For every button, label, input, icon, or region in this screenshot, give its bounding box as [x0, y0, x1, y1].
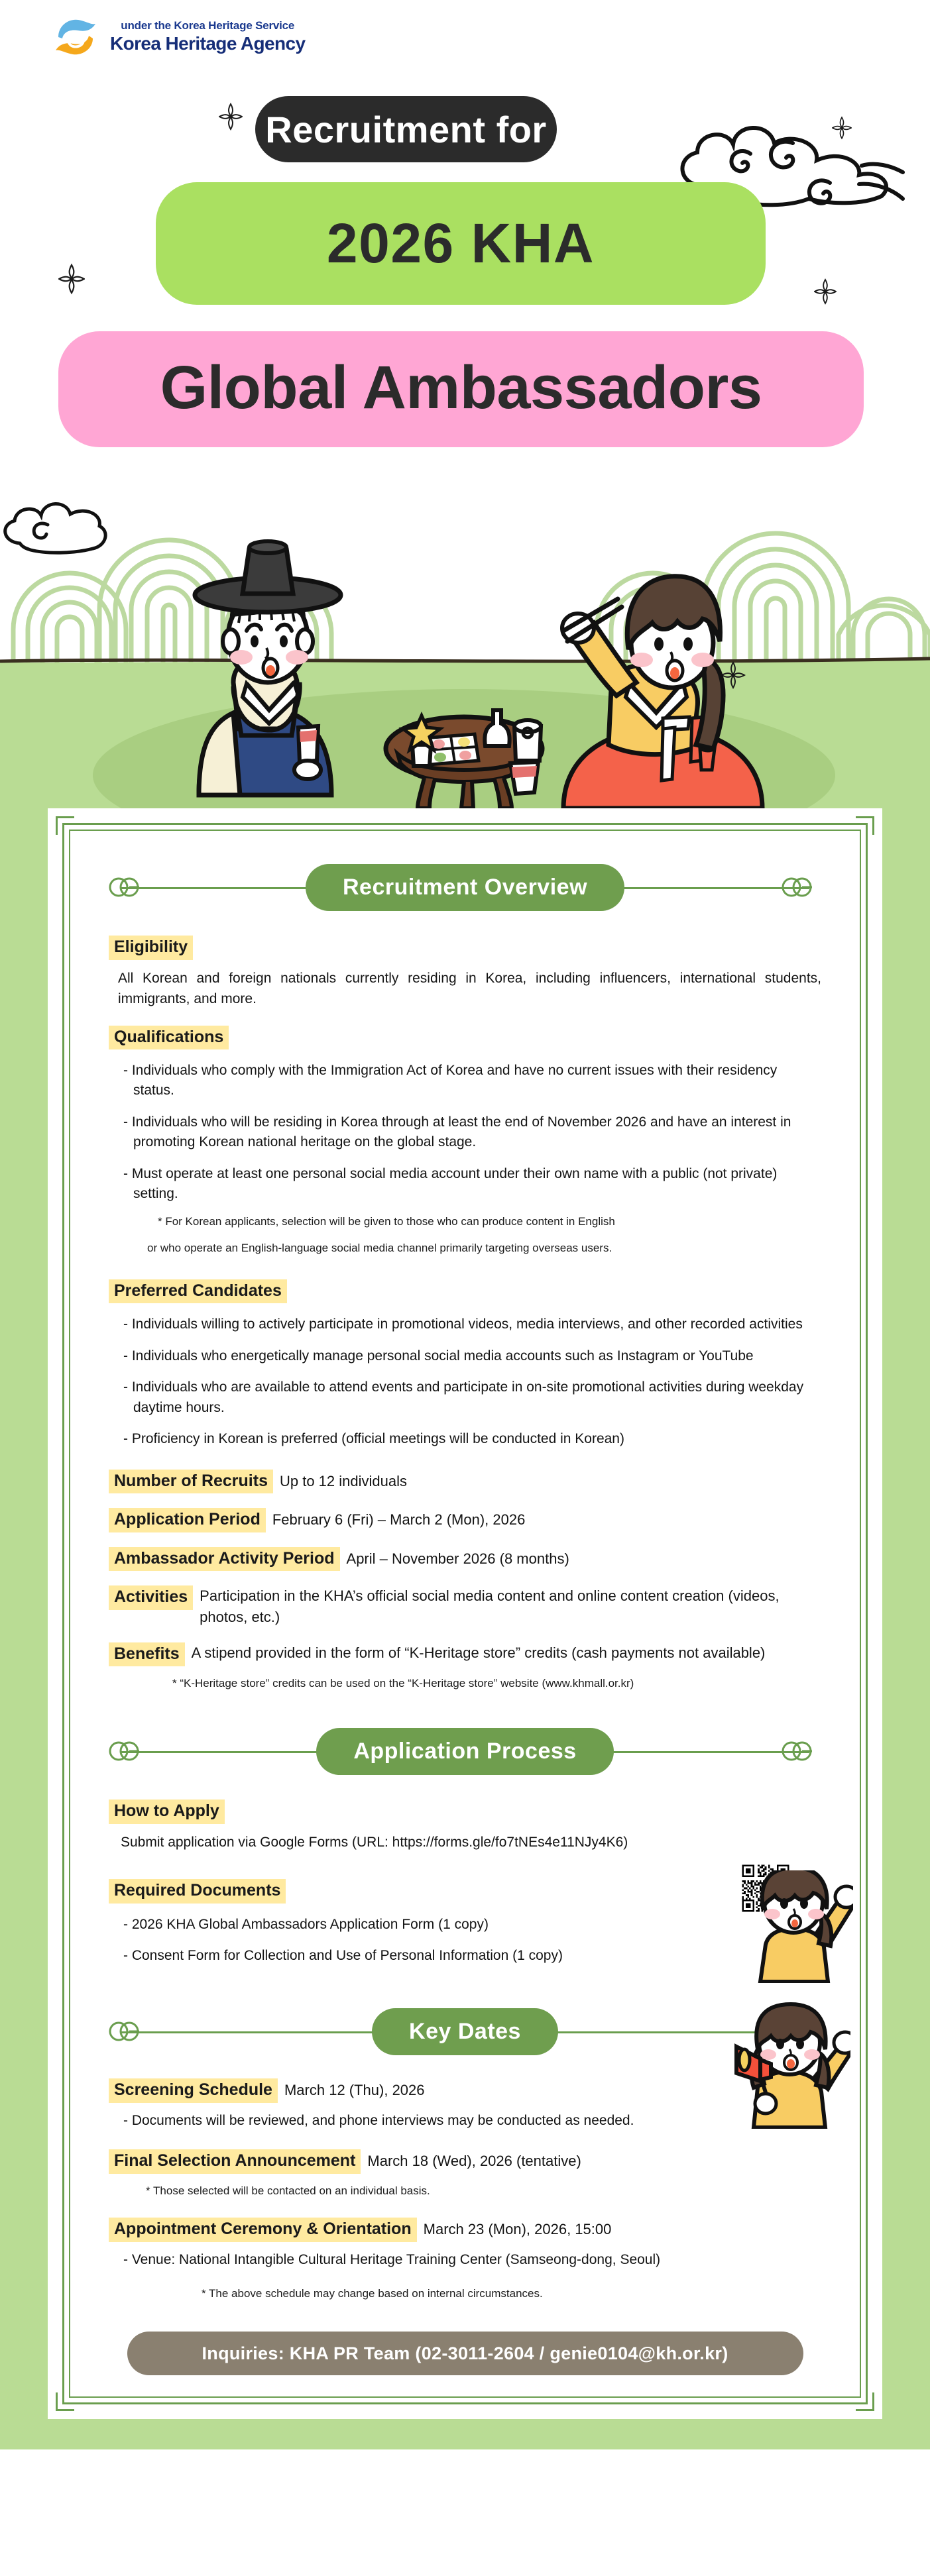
poster-header [0, 0, 930, 464]
activity-period-value: April – November 2026 (8 months) [346, 1550, 569, 1567]
pencil-girl-icon [742, 1870, 853, 1983]
eligibility-text: All Korean and foreign nationals currently residing in Korea, including influencers, international students, immigrants, and more. [118, 970, 821, 1006]
qualification-item: - Must operate at least one personal social media account under their own name with a public (not private) setting. [123, 1165, 778, 1202]
kicker-text: Recruitment for [265, 108, 547, 150]
screening-label: Screening Schedule [109, 2078, 278, 2103]
picnic-scene-icon [0, 464, 930, 808]
preferred-item: - Individuals who are available to attend events and participate in on-site promotional activities during weekday daytime hours. [123, 1379, 804, 1415]
eligibility-block [109, 936, 821, 960]
recruits-row [109, 1470, 821, 1494]
qualification-item: - Individuals who will be residing in Korea through at least the end of November 2026 and have an interest in promoting Korean national heritage on the global stage. [123, 1114, 791, 1150]
section-divider-dates [109, 1999, 821, 2064]
preferred-block [109, 1279, 821, 1304]
activity-period-row [109, 1547, 821, 1572]
benefits-row [109, 1642, 821, 1667]
section-title-process: Application Process [316, 1728, 613, 1775]
application-period-row [109, 1508, 821, 1532]
required-document-item: - 2026 KHA Global Ambassadors Application Form (1 copy) [123, 1916, 489, 1932]
final-selection-row [109, 2149, 821, 2174]
section-divider-process [109, 1719, 821, 1784]
knot-ornament-left-icon [109, 1741, 148, 1762]
preferred-item: - Individuals who energetically manage personal social media accounts such as Instagram or YouTube [123, 1348, 754, 1364]
schedule-change-note: * The above schedule may change based on internal circumstances. [202, 2287, 543, 2300]
application-period-value: February 6 (Fri) – March 2 (Mon), 2026 [272, 1511, 526, 1529]
activities-label: Activities [109, 1585, 193, 1610]
how-to-apply-value: Submit application via Google Forms (URL: https://forms.gle/fo7tNEs4e11NJy4K6) [121, 1834, 628, 1850]
section-title-dates: Key Dates [372, 2008, 558, 2055]
poster-body [0, 808, 930, 2449]
ceremony-value: March 23 (Mon), 2026, 15:00 [423, 2221, 612, 2238]
title-line-2: Global Ambassadors [160, 354, 762, 421]
four-petal-sparkle-icon [219, 103, 243, 131]
content-card [48, 808, 882, 2419]
activities-row [109, 1585, 821, 1628]
preferred-item: - Individuals willing to actively participate in promotional videos, media interviews, and other recorded activities [123, 1316, 803, 1332]
required-documents-block [109, 1879, 821, 1904]
activity-period-label: Ambassador Activity Period [109, 1547, 340, 1572]
frame-corner-br [856, 2392, 874, 2411]
knot-ornament-right-icon [782, 877, 821, 898]
frame-corner-bl [56, 2392, 74, 2411]
qualifications-label: Qualifications [109, 1026, 229, 1050]
kha-logo [52, 15, 305, 58]
screening-value: March 12 (Thu), 2026 [284, 2082, 425, 2099]
korean-cloud-motif-icon [5, 504, 105, 553]
venue-note: - Venue: National Intangible Cultural Heritage Training Center (Samseong-dong, Seoul) [123, 2251, 661, 2267]
qualification-item: - Individuals who comply with the Immigration Act of Korea and have no current issues with their residency status. [123, 1063, 778, 1099]
arch-mountain-pattern-icon [13, 533, 930, 663]
benefits-value: A stipend provided in the form of “K-Heritage store” credits (cash payments not available) [191, 1644, 766, 1661]
activities-value: Participation in the KHA’s official social media content and online content creation (videos, photos, etc.) [200, 1587, 780, 1625]
preferred-item: - Proficiency in Korean is preferred (official meetings will be conducted in Korean) [123, 1431, 624, 1447]
four-petal-sparkle-icon [814, 278, 837, 305]
required-document-item: - Consent Form for Collection and Use of Personal Information (1 copy) [123, 1947, 563, 1963]
qualifications-block [109, 1026, 821, 1050]
knot-ornament-left-icon [109, 877, 148, 898]
kha-swoosh-logo-icon [52, 15, 101, 58]
screening-note: - Documents will be reviewed, and phone interviews may be conducted as needed. [123, 2112, 634, 2128]
qualifications-note-line1: * For Korean applicants, selection will be given to those who can produce content in English [158, 1214, 615, 1228]
application-period-label: Application Period [109, 1508, 266, 1532]
ceremony-label: Appointment Ceremony & Orientation [109, 2218, 417, 2242]
preferred-label: Preferred Candidates [109, 1279, 287, 1304]
section-title-overview: Recruitment Overview [306, 864, 624, 911]
title-line-1: 2026 KHA [326, 212, 595, 274]
screening-row [109, 2078, 821, 2103]
eligibility-label: Eligibility [109, 936, 193, 960]
benefits-label: Benefits [109, 1642, 185, 1667]
how-to-apply-block [109, 1799, 821, 1824]
inquiries-banner[interactable] [127, 2332, 803, 2375]
how-to-apply-label: How to Apply [109, 1799, 225, 1824]
logo-title: Korea Heritage Agency [110, 32, 306, 54]
final-selection-label: Final Selection Announcement [109, 2149, 361, 2174]
section-divider-overview [109, 855, 821, 920]
final-selection-value: March 18 (Wed), 2026 (tentative) [367, 2153, 581, 2170]
recruits-label: Number of Recruits [109, 1470, 273, 1494]
knot-ornament-left-icon [109, 2021, 148, 2042]
ceremony-row [109, 2218, 821, 2242]
benefits-note: * “K-Heritage store” credits can be used on the “K-Heritage store” website (www.khmall.or.kr) [172, 1677, 634, 1690]
inquiries-text: Inquiries: KHA PR Team (02-3011-2604 / genie0104@kh.or.kr) [202, 2343, 728, 2363]
logo-subtitle: under the Korea Heritage Service [121, 19, 295, 32]
four-petal-sparkle-icon [58, 262, 85, 296]
qualifications-note-line2: or who operate an English-language social media channel primarily targeting overseas users. [147, 1242, 612, 1255]
required-documents-label: Required Documents [109, 1879, 286, 1904]
megaphone-girl-icon [731, 1990, 850, 2129]
knot-ornament-right-icon [782, 1741, 821, 1762]
kicker-pill [255, 96, 557, 162]
hero-illustration [0, 464, 930, 808]
final-selection-note: * Those selected will be contacted on an individual basis. [146, 2184, 430, 2197]
recruits-value: Up to 12 individuals [279, 1472, 407, 1489]
